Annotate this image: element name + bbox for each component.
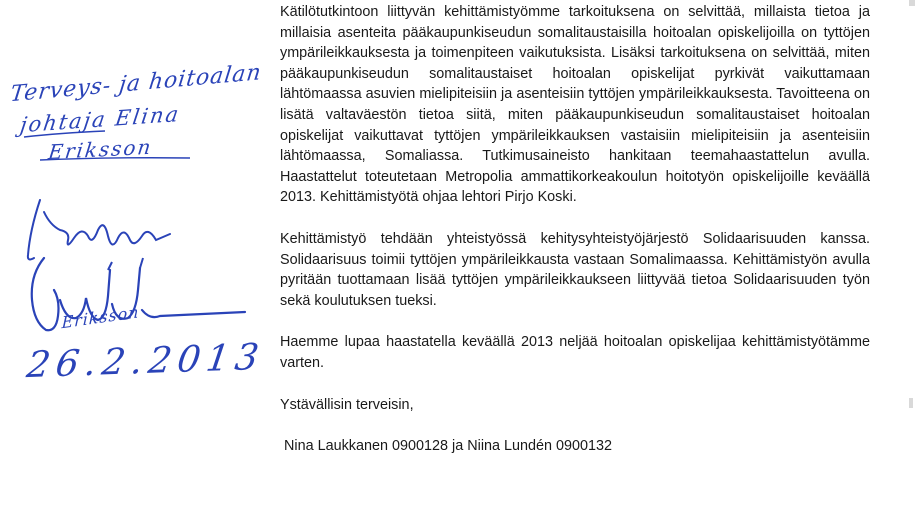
paragraph-purpose: Kätilötutkintoon liittyvän kehittämistyömme tarkoituksena on selvittää, millaista tietoa ja millaisia asenteita pääkaupunkiseudun somalitaustaisilla hoitoalan opiskelijoilla on tyttöjen ympärileikkauksesta ja toimenpiteen vaikutuksista. Lisäksi tarkoituksena on selvittää, miten pääkaupunkiseudun somalitaustaiset hoitoalan opiskelijat pyrkivät vaikuttamaan lähtömaassa asuvien mielipiteisiin ja asenteisiin tyttöjen ympärileikkauksesta. Tavoitteena on lisätä valtaväestön tietoa siitä, miten pääkaupunkiseudun somalitaustaiset hoitoalan opiskelijat vaikuttavat tyttöjen ympärileikkauksen vastaisiin mielipiteisiin ja asenteisiin lähtömaassa, Somaliassa. Tutkimusaineisto hankitaan teemahaastattelun avulla. Haastattelut toteutetaan Metropolia ammattikorkeakoulun hoitotyön opiskelijoille keväällä 2013. Kehittämistyötä ohjaa lehtori Pirjo Koski.	[280, 4, 870, 206]
scan-edge-mark	[909, 398, 913, 408]
paragraph-cooperation: Kehittämistyö tehdään yhteistyössä kehitysyhteistyöjärjestö Solidaarisuuden kanssa. Solidaarisuus toimii tyttöjen ympärileikkausta vastaan Somalimaassa. Kehittämistyön avulla pyritään tuottamaan lisää tyttöjen ympärileikkaukseen liittyvää tietoa Solidaarisuuden työn sekä koulutuksen tueksi.	[280, 230, 870, 309]
letter-body	[280, 2, 870, 457]
signature-stroke	[108, 258, 143, 270]
handwritten-signature-name: Eriksson	[61, 302, 140, 333]
signature-stroke	[28, 200, 170, 259]
handwritten-approval	[0, 0, 270, 400]
scan-edge-mark	[909, 0, 915, 6]
handwritten-date: 26.2.2013	[24, 336, 268, 387]
underline-stroke	[40, 158, 190, 160]
handwritten-title-line2: johtaja Elina	[18, 101, 182, 138]
handwritten-title-line3: Eriksson	[47, 134, 154, 165]
signers-line: Nina Laukkanen 0900128 ja Niina Lundén 0900132	[284, 438, 613, 455]
closing-greeting: Ystävällisin terveisin,	[280, 396, 414, 413]
underline-stroke	[24, 131, 105, 137]
handwritten-title-line1: Terveys- ja hoitoalan	[8, 60, 264, 108]
paragraph-request: Haemme lupaa haastatella keväällä 2013 neljää hoitoalan opiskelijaa kehittämistyötämme varten.	[280, 334, 870, 371]
